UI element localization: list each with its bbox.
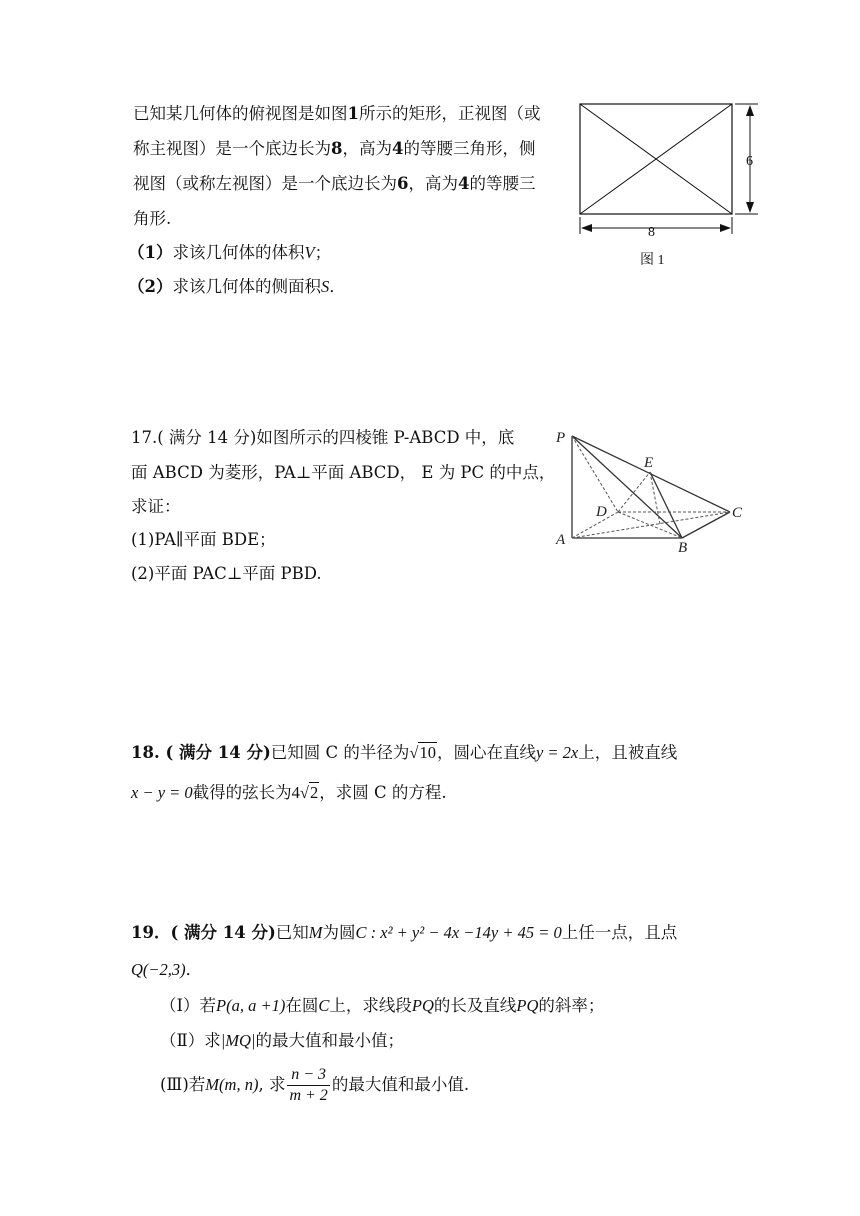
label-P: P bbox=[556, 430, 566, 446]
q19-part3: (Ⅲ)若M(m, n), 求 $\frac{n - 3}{m + 2}$ 的最大值和最小值. bbox=[160, 1066, 470, 1104]
figure-1 bbox=[570, 96, 770, 276]
q19-part1: （Ⅰ）若P(a, a +1)在圆C上，求线段PQ的长及直线PQ的斜率； bbox=[160, 996, 605, 1015]
label-E: E bbox=[644, 455, 654, 471]
label-D: D bbox=[596, 504, 607, 520]
label-C: C bbox=[732, 505, 743, 521]
q16-line4: 角形. bbox=[133, 209, 172, 228]
q19-part2: （Ⅱ）求|MQ|的最大值和最小值； bbox=[160, 1031, 404, 1050]
label-B: B bbox=[678, 540, 688, 556]
q16-line3: 视图（或称左视图）是一个底边长为6，高为4的等腰三 bbox=[133, 174, 536, 193]
q16-line1: 已知某几何体的俯视图是如图1所示的矩形，正视图（或 bbox=[133, 104, 541, 123]
label-A: A bbox=[556, 532, 566, 548]
figure-1-dim-right: 6 bbox=[746, 154, 753, 169]
q16-line2: 称主视图）是一个底边长为8，高为4的等腰三角形，侧 bbox=[133, 139, 536, 158]
figure-1-dim-bottom: 8 bbox=[648, 225, 655, 240]
q16-part1: （1）求该几何体的体积V； bbox=[128, 243, 332, 262]
q18-line2: x − y = 0截得的弦长为4√2，求圆 C 的方程. bbox=[131, 783, 447, 802]
figure-1-caption: 图 1 bbox=[640, 253, 665, 268]
q17-part2: (2)平面 PAC⊥平面 PBD. bbox=[131, 564, 322, 583]
q18-radius: √10 bbox=[409, 743, 436, 762]
q17-line2: 面 ABCD 为菱形，PA⊥平面 ABCD， E 为 PC 的中点， bbox=[131, 463, 556, 482]
q17-part1: (1)PA∥平面 BDE； bbox=[131, 530, 276, 549]
q18-chord-sqrt: √2 bbox=[299, 783, 319, 802]
q17-line1: 17.( 满分 14 分)如图所示的四棱锥 P-ABCD 中，底 bbox=[131, 428, 515, 447]
q19-line2: Q(−2,3)． bbox=[131, 960, 203, 979]
q17-line3: 求证： bbox=[131, 497, 181, 516]
q16-part2: （2）求该几何体的侧面积S． bbox=[128, 277, 346, 296]
q19-fraction: $\frac{n - 3}{m + 2}$ bbox=[289, 1066, 328, 1104]
figure-pyramid bbox=[550, 424, 760, 560]
q18-line1: 18. ( 满分 14 分)已知圆 C 的半径为√10，圆心在直线y = 2x上，且被直线 bbox=[131, 743, 678, 762]
q19-line1: 19．( 满分 14 分)已知M为圆C : x² + y² − 4x −14y + 45 = 0上任一点，且点 bbox=[131, 923, 678, 942]
